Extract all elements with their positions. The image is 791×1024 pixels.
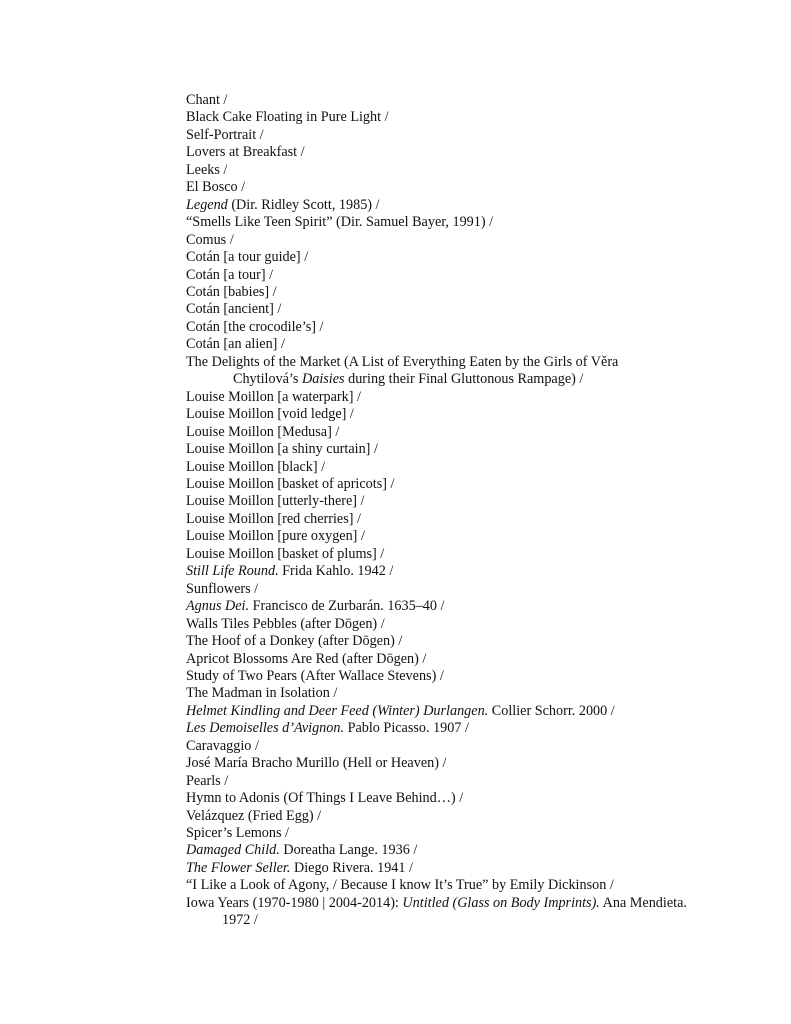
toc-entry-text: “Smells Like Teen Spirit” (Dir. Samuel Bayer, 1991) / xyxy=(186,214,494,231)
toc-entry xyxy=(186,528,746,545)
toc-entry-title-italic: Agnus Dei. xyxy=(186,598,250,615)
toc-entry-text: Louise Moillon [utterly-there] / xyxy=(186,493,365,510)
toc-entry-text: Sunflowers / xyxy=(186,580,259,597)
toc-entry-text: Cotán [a tour] / xyxy=(186,266,274,283)
toc-entry xyxy=(186,511,746,528)
toc-entry xyxy=(186,685,746,702)
toc-entry xyxy=(186,336,746,353)
toc-entry-title-italic: Legend xyxy=(186,196,228,213)
toc-entry-text: Louise Moillon [a shiny curtain] / xyxy=(186,441,378,458)
toc-entry-text: Leeks / xyxy=(186,161,228,178)
toc-entry xyxy=(186,546,746,563)
toc-entry-text: Louise Moillon [void ledge] / xyxy=(186,406,354,423)
toc-entry xyxy=(186,319,746,336)
toc-entry xyxy=(186,808,746,825)
toc-entry xyxy=(186,109,746,126)
toc-entry-text: Chytilová’s xyxy=(233,371,302,388)
toc-entry xyxy=(186,877,746,894)
toc-entry-title-italic: Untitled (Glass on Body Imprints). xyxy=(402,894,600,911)
toc-entry xyxy=(186,668,746,685)
toc-entry xyxy=(186,773,746,790)
toc-entry-text: Cotán [the crocodile’s] / xyxy=(186,318,324,335)
toc-entry xyxy=(186,232,746,249)
toc-entry-text: The Delights of the Market (A List of Everything Eaten by the Girls of Věra xyxy=(186,353,619,370)
toc-entry-continuation xyxy=(186,912,746,929)
toc-entry-text: Pearls / xyxy=(186,772,229,789)
toc-entry-title-italic: Helmet Kindling and Deer Feed (Winter) Durlangen. xyxy=(186,702,489,719)
toc-entry-text: Cotán [a tour guide] / xyxy=(186,249,309,266)
toc-entry-text: Louise Moillon [basket of plums] / xyxy=(186,545,385,562)
toc-entry-text: Spicer’s Lemons / xyxy=(186,825,289,842)
toc-entry xyxy=(186,825,746,842)
toc-entry-text: “I Like a Look of Agony, / Because I know It’s True” by Emily Dickinson / xyxy=(186,877,614,894)
toc-entry xyxy=(186,860,746,877)
toc-entry xyxy=(186,406,746,423)
toc-entry-text: during their Final Gluttonous Rampage) / xyxy=(344,371,584,388)
toc-entry xyxy=(186,563,746,580)
toc-entry-text: Louise Moillon [Medusa] / xyxy=(186,423,340,440)
toc-entry xyxy=(186,267,746,284)
table-of-contents xyxy=(186,92,746,930)
toc-entry xyxy=(186,755,746,772)
toc-entry-title-italic: Damaged Child. xyxy=(186,842,280,859)
toc-entry xyxy=(186,127,746,144)
toc-entry xyxy=(186,581,746,598)
toc-entry xyxy=(186,651,746,668)
toc-entry xyxy=(186,598,746,615)
toc-entry xyxy=(186,162,746,179)
toc-entry xyxy=(186,441,746,458)
toc-entry xyxy=(186,179,746,196)
toc-entry-text: Cotán [babies] / xyxy=(186,283,277,300)
toc-entry xyxy=(186,790,746,807)
toc-entry-text: Cotán [ancient] / xyxy=(186,301,282,318)
toc-entry-text: Ana Mendieta. xyxy=(599,894,687,911)
toc-entry-text: Caravaggio / xyxy=(186,737,259,754)
toc-entry xyxy=(186,301,746,318)
toc-entry-text: The Madman in Isolation / xyxy=(186,685,338,702)
toc-entry-text: 1972 / xyxy=(222,912,258,929)
toc-entry-title-italic: Daisies xyxy=(301,371,345,388)
toc-entry-text: (Dir. Ridley Scott, 1985) / xyxy=(227,196,380,213)
toc-entry-text: Louise Moillon [black] / xyxy=(186,458,326,475)
toc-entry xyxy=(186,92,746,109)
toc-entry-text: Velázquez (Fried Egg) / xyxy=(186,807,322,824)
toc-entry xyxy=(186,493,746,510)
toc-entry-text: José María Bracho Murillo (Hell or Heaven) / xyxy=(186,755,447,772)
toc-entry xyxy=(186,284,746,301)
toc-entry-text: Iowa Years (1970-1980 | 2004-2014): xyxy=(186,894,403,911)
toc-entry xyxy=(186,354,746,389)
toc-entry-text: Francisco de Zurbarán. 1635–40 / xyxy=(249,598,445,615)
toc-entry-title-italic: Les Demoiselles d’Avignon. xyxy=(186,720,345,737)
toc-entry-text: Louise Moillon [red cherries] / xyxy=(186,510,361,527)
toc-entry-text: El Bosco / xyxy=(186,179,246,196)
toc-entry xyxy=(186,616,746,633)
toc-entry-text: Diego Rivera. 1941 / xyxy=(290,859,413,876)
toc-entry-text: Louise Moillon [a waterpark] / xyxy=(186,388,361,405)
toc-entry xyxy=(186,197,746,214)
toc-entry xyxy=(186,214,746,231)
toc-entry xyxy=(186,476,746,493)
toc-entry xyxy=(186,249,746,266)
toc-entry-text: Lovers at Breakfast / xyxy=(186,144,305,161)
toc-entry-text: Doreatha Lange. 1936 / xyxy=(279,842,418,859)
toc-entry xyxy=(186,895,746,930)
toc-entry xyxy=(186,389,746,406)
toc-entry xyxy=(186,738,746,755)
toc-entry-text: Apricot Blossoms Are Red (after Dōgen) / xyxy=(186,650,427,667)
toc-entry xyxy=(186,424,746,441)
toc-entry xyxy=(186,144,746,161)
toc-entry-text: Pablo Picasso. 1907 / xyxy=(344,720,469,737)
toc-entry-text: Chant / xyxy=(186,92,228,108)
toc-entry-text: Louise Moillon [basket of apricots] / xyxy=(186,475,395,492)
toc-entry xyxy=(186,633,746,650)
toc-entry xyxy=(186,459,746,476)
toc-entry-text: Black Cake Floating in Pure Light / xyxy=(186,109,389,126)
toc-entry-title-italic: Still Life Round. xyxy=(186,563,279,580)
toc-entry xyxy=(186,842,746,859)
toc-entry-text: The Hoof of a Donkey (after Dōgen) / xyxy=(186,633,403,650)
toc-entry-text: Louise Moillon [pure oxygen] / xyxy=(186,528,365,545)
toc-entry-text: Walls Tiles Pebbles (after Dōgen) / xyxy=(186,615,385,632)
toc-entry-text: Hymn to Adonis (Of Things I Leave Behind…) / xyxy=(186,790,464,807)
toc-entry-continuation xyxy=(186,371,746,388)
toc-entry-text: Comus / xyxy=(186,231,234,248)
toc-entry xyxy=(186,703,746,720)
toc-entry-text: Cotán [an alien] / xyxy=(186,336,285,353)
toc-entry-text: Frida Kahlo. 1942 / xyxy=(278,563,394,580)
toc-entry-text: Self-Portrait / xyxy=(186,126,264,143)
toc-entry-title-italic: The Flower Seller. xyxy=(186,859,291,876)
toc-entry-text: Study of Two Pears (After Wallace Stevens) / xyxy=(186,667,444,684)
toc-entry xyxy=(186,720,746,737)
toc-entry-text: Collier Schorr. 2000 / xyxy=(488,702,615,719)
